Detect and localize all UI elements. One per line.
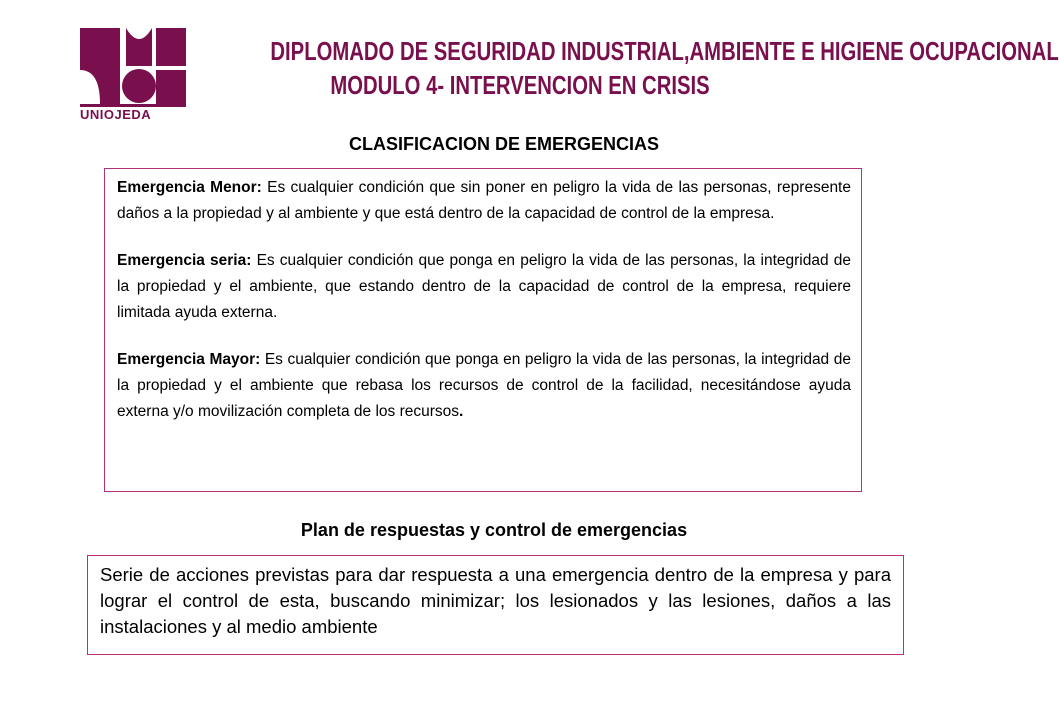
text-mayor-end: .	[459, 403, 464, 420]
term-mayor: Emergencia Mayor:	[117, 351, 261, 368]
course-title: DIPLOMADO DE SEGURIDAD INDUSTRIAL,AMBIENTE E HIGIENE OCUPACIONAL	[270, 36, 1059, 66]
term-menor: Emergencia Menor:	[117, 179, 262, 196]
section-title-clasificacion: CLASIFICACION DE EMERGENCIAS	[348, 134, 660, 154]
text-menor: Es cualquier condición que sin poner en peligro la vida de las personas, represente daños a la propiedad y al ambiente y que está dentro de la capacidad de control de la empresa.	[117, 179, 851, 222]
plan-text: Serie de acciones previstas para dar respuesta a una emergencia dentro de la empresa y para lograr el control de esta, buscando minimizar; los lesionados y las lesiones, daños a las instalaciones y al medio ambiente	[100, 564, 891, 637]
plan-box	[87, 555, 904, 655]
section-title-plan: Plan de respuestas y control de emergencias	[300, 520, 688, 540]
definition-seria	[117, 248, 851, 326]
definition-menor	[117, 175, 851, 227]
definition-mayor	[117, 347, 851, 425]
text-seria: Es cualquier condición que ponga en peligro la vida de las personas, la integridad de la propiedad y el ambiente, que estando dentro de la capacidad de control de la empresa, requiere limitada ayuda externa.	[117, 252, 851, 321]
text-mayor: Es cualquier condición que ponga en peligro la vida de las personas, la integridad de la propiedad y el ambiente que rebasa los recursos de control de la facilidad, necesitándose ayuda externa y/o movilización completa de los recursos	[117, 351, 851, 420]
module-title: MODULO 4- INTERVENCION EN CRISIS	[330, 70, 710, 100]
logo-name: UNIOJEDA	[80, 107, 152, 122]
header-title	[270, 34, 1059, 102]
term-seria: Emergencia seria:	[117, 252, 252, 269]
classification-box	[104, 168, 862, 492]
